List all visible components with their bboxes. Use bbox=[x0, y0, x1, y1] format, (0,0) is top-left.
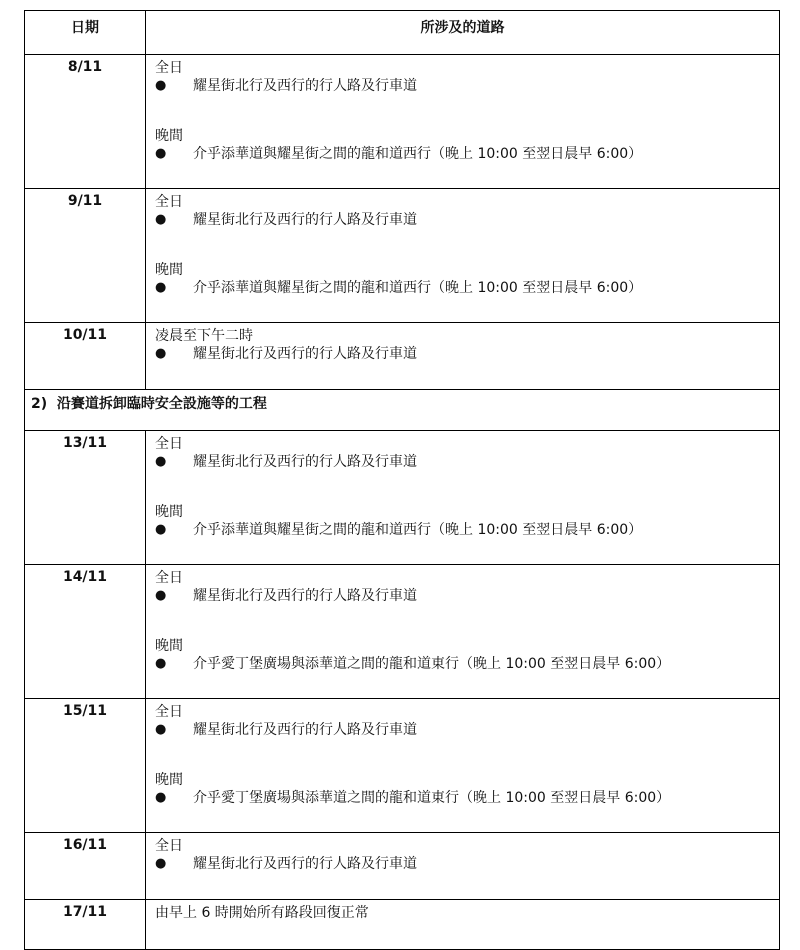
row-date: 14/11 bbox=[25, 565, 146, 699]
table-row bbox=[25, 565, 780, 699]
period-label: 全日 bbox=[155, 704, 183, 720]
row-roads bbox=[146, 833, 780, 900]
period-label: 凌晨至下午二時 bbox=[155, 328, 253, 344]
table-row bbox=[25, 833, 780, 900]
row-roads bbox=[146, 900, 780, 950]
period-label: 晚間 bbox=[155, 262, 183, 278]
list-item bbox=[155, 77, 779, 95]
row-date: 15/11 bbox=[25, 699, 146, 833]
list-item bbox=[155, 453, 779, 471]
bullet-icon: ● bbox=[155, 522, 167, 537]
bullet-icon: ● bbox=[155, 722, 167, 737]
row-roads bbox=[146, 565, 780, 699]
row-date: 8/11 bbox=[25, 55, 146, 189]
section-title-text: 沿賽道拆卸臨時安全設施等的工程 bbox=[56, 396, 267, 412]
row-date: 9/11 bbox=[25, 189, 146, 323]
row-date: 10/11 bbox=[25, 323, 146, 390]
list-item bbox=[155, 655, 779, 673]
normal-resume-text: 由早上 6 時開始所有路段回復正常 bbox=[155, 905, 369, 921]
row-roads bbox=[146, 55, 780, 189]
bullet-icon: ● bbox=[155, 790, 167, 805]
list-item bbox=[155, 145, 779, 163]
row-date: 17/11 bbox=[25, 900, 146, 950]
list-item bbox=[155, 587, 779, 605]
bullet-icon: ● bbox=[155, 78, 167, 93]
bullet-icon: ● bbox=[155, 656, 167, 671]
list-item bbox=[155, 345, 779, 363]
road-closure-table bbox=[24, 10, 780, 950]
section-header-row bbox=[25, 390, 780, 431]
row-roads bbox=[146, 699, 780, 833]
period-label: 全日 bbox=[155, 60, 183, 76]
road-text: 介乎添華道與耀星街之間的龍和道西行（晚上 10:00 至翌日晨早 6:00） bbox=[193, 280, 643, 296]
bullet-icon: ● bbox=[155, 856, 167, 871]
bullet-icon: ● bbox=[155, 346, 167, 361]
road-text: 耀星街北行及西行的行人路及行車道 bbox=[193, 588, 417, 604]
bullet-icon: ● bbox=[155, 454, 167, 469]
row-date: 16/11 bbox=[25, 833, 146, 900]
section-number: 2) bbox=[31, 396, 48, 412]
table-row bbox=[25, 189, 780, 323]
roads-column-header: 所涉及的道路 bbox=[146, 11, 780, 55]
table-row bbox=[25, 699, 780, 833]
row-roads bbox=[146, 431, 780, 565]
road-text: 耀星街北行及西行的行人路及行車道 bbox=[193, 722, 417, 738]
bullet-icon: ● bbox=[155, 146, 167, 161]
period-label: 晚間 bbox=[155, 772, 183, 788]
section-title bbox=[25, 390, 780, 431]
road-text: 耀星街北行及西行的行人路及行車道 bbox=[193, 212, 417, 228]
period-label: 全日 bbox=[155, 194, 183, 210]
bullet-icon: ● bbox=[155, 588, 167, 603]
list-item bbox=[155, 789, 779, 807]
period-label: 全日 bbox=[155, 838, 183, 854]
list-item bbox=[155, 855, 779, 873]
period-label: 晚間 bbox=[155, 128, 183, 144]
road-text: 介乎添華道與耀星街之間的龍和道西行（晚上 10:00 至翌日晨早 6:00） bbox=[193, 146, 643, 162]
table-row bbox=[25, 323, 780, 390]
date-column-header: 日期 bbox=[25, 11, 146, 55]
table-row bbox=[25, 900, 780, 950]
row-roads bbox=[146, 189, 780, 323]
bullet-icon: ● bbox=[155, 280, 167, 295]
table-header-row bbox=[25, 11, 780, 55]
list-item bbox=[155, 521, 779, 539]
row-roads bbox=[146, 323, 780, 390]
period-label: 晚間 bbox=[155, 638, 183, 654]
bullet-icon: ● bbox=[155, 212, 167, 227]
road-text: 耀星街北行及西行的行人路及行車道 bbox=[193, 346, 417, 362]
road-text: 耀星街北行及西行的行人路及行車道 bbox=[193, 856, 417, 872]
road-text: 耀星街北行及西行的行人路及行車道 bbox=[193, 454, 417, 470]
table-row bbox=[25, 431, 780, 565]
road-text: 介乎添華道與耀星街之間的龍和道西行（晚上 10:00 至翌日晨早 6:00） bbox=[193, 522, 643, 538]
list-item bbox=[155, 279, 779, 297]
table-row bbox=[25, 55, 780, 189]
period-label: 晚間 bbox=[155, 504, 183, 520]
list-item bbox=[155, 721, 779, 739]
road-text: 耀星街北行及西行的行人路及行車道 bbox=[193, 78, 417, 94]
period-label: 全日 bbox=[155, 436, 183, 452]
row-date: 13/11 bbox=[25, 431, 146, 565]
road-text: 介乎愛丁堡廣場與添華道之間的龍和道東行（晚上 10:00 至翌日晨早 6:00） bbox=[193, 656, 671, 672]
road-text: 介乎愛丁堡廣場與添華道之間的龍和道東行（晚上 10:00 至翌日晨早 6:00） bbox=[193, 790, 671, 806]
period-label: 全日 bbox=[155, 570, 183, 586]
list-item bbox=[155, 211, 779, 229]
